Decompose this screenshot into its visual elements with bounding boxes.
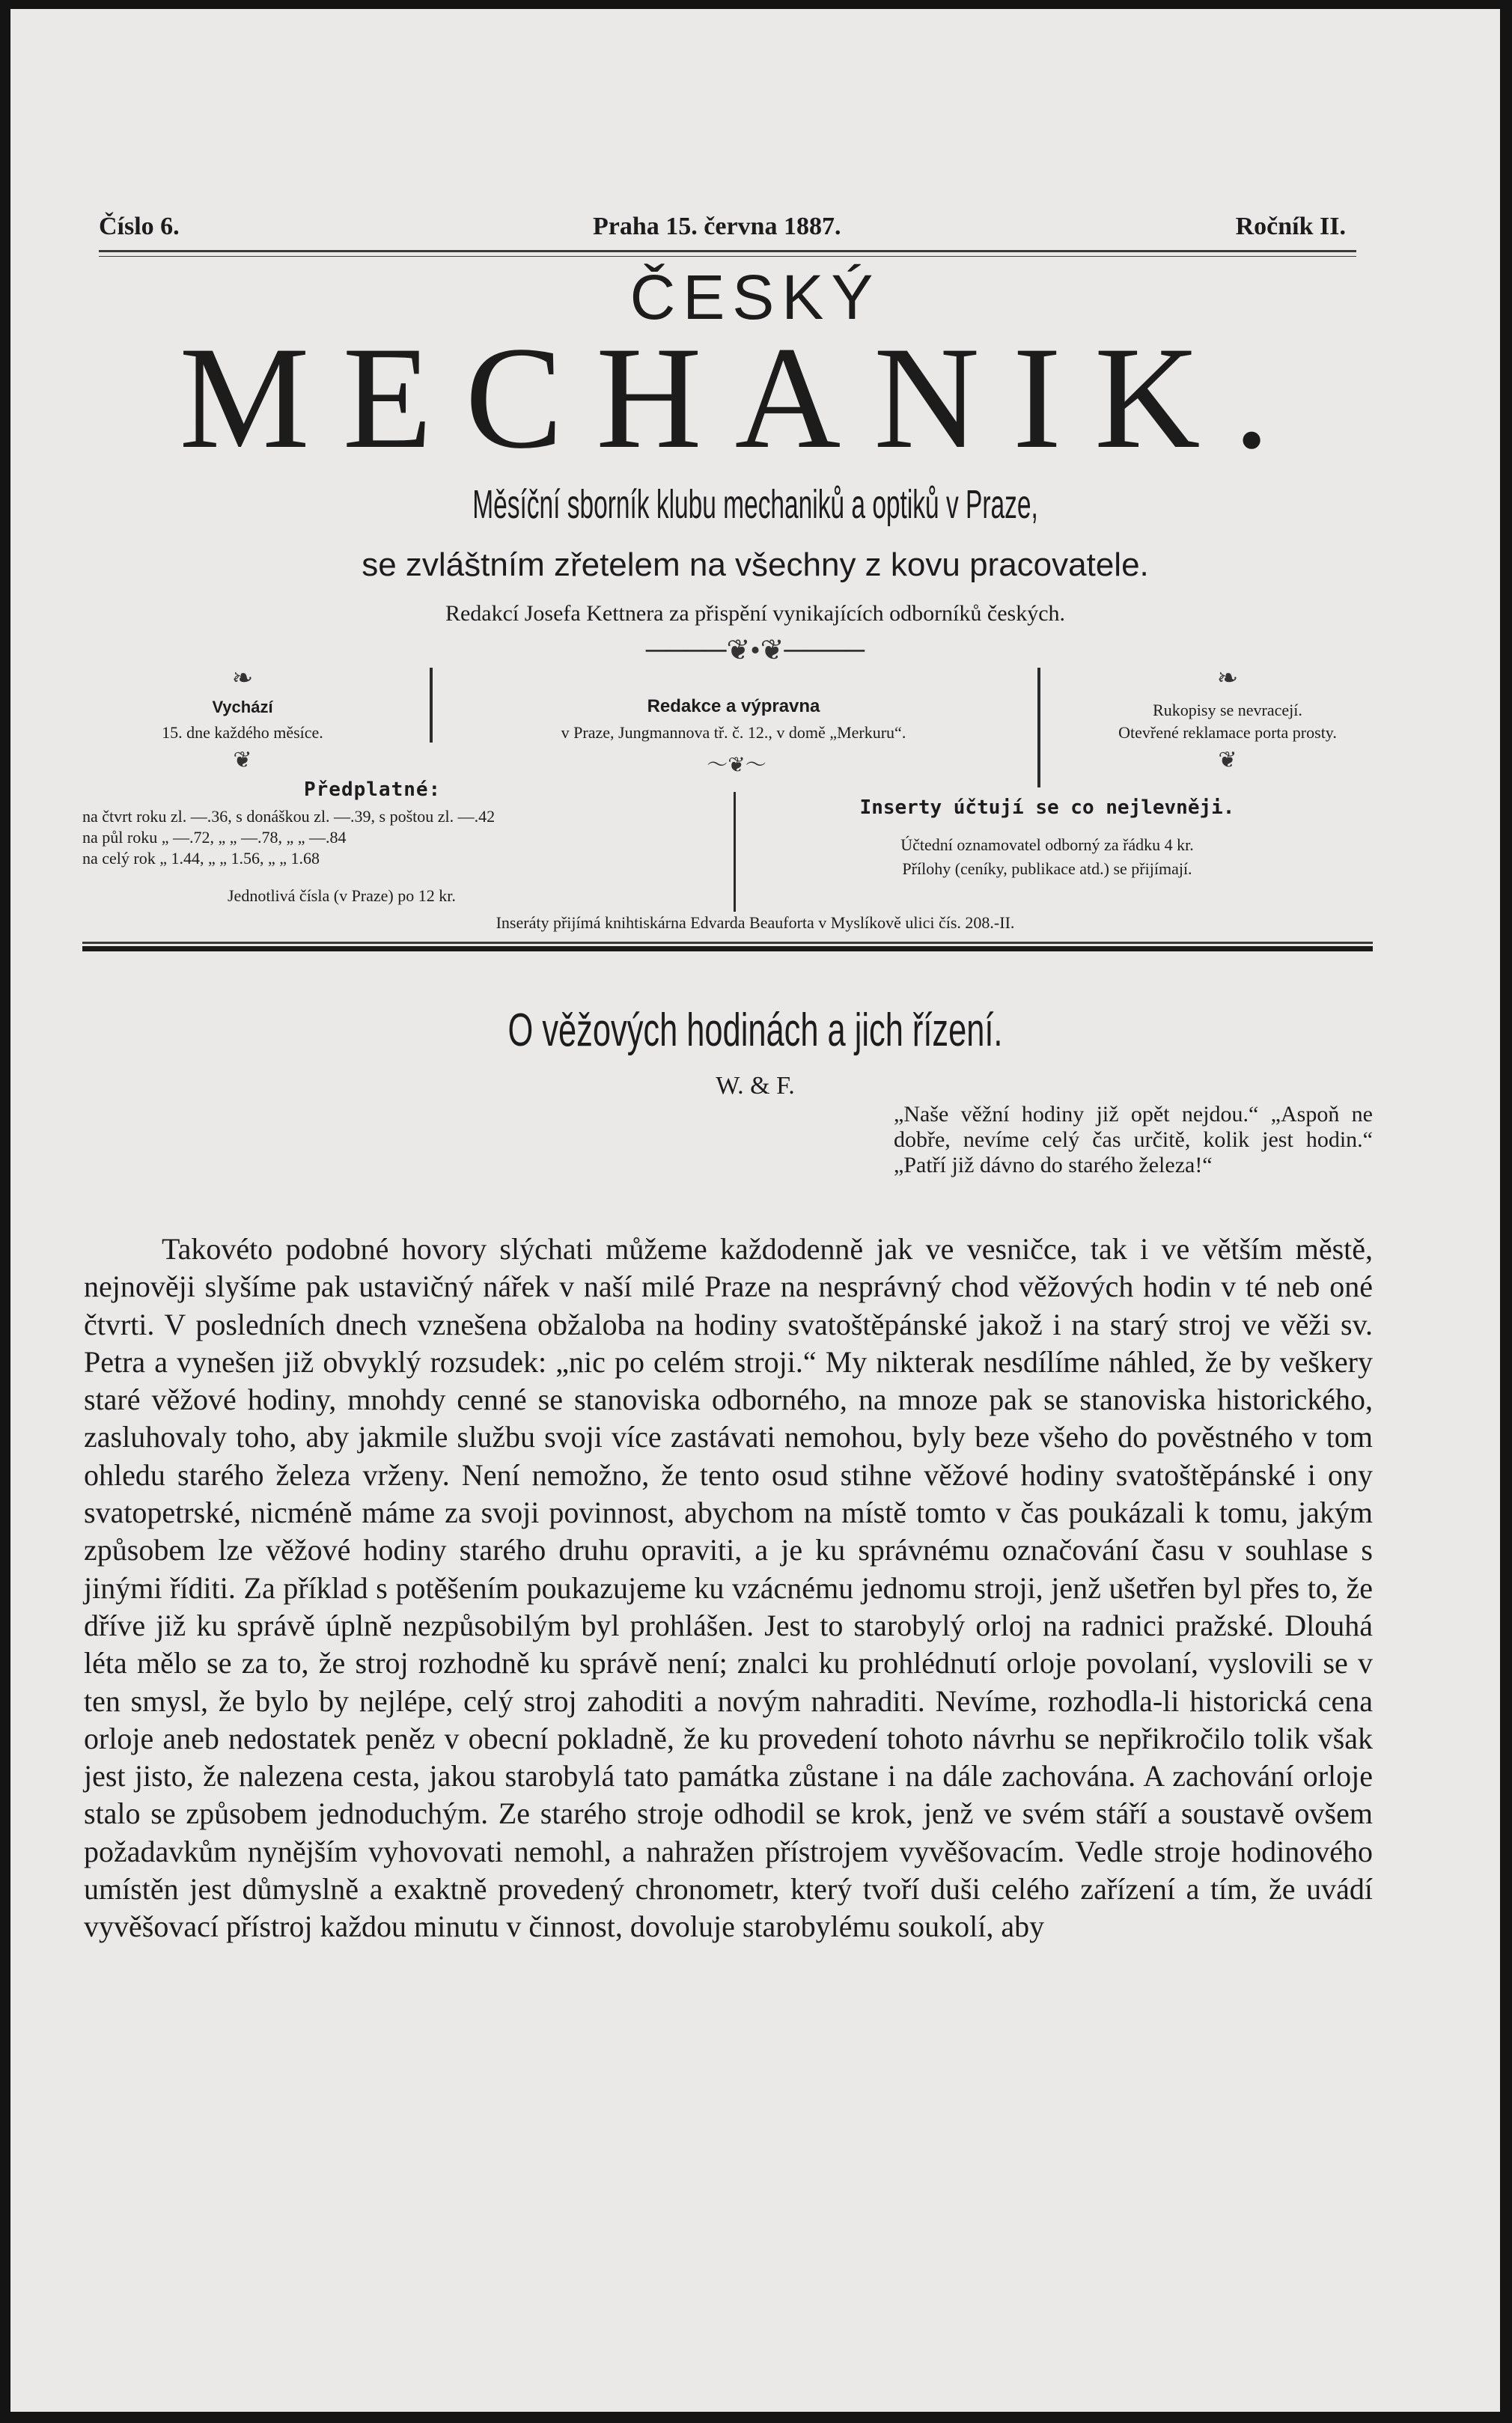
article-author: W. & F. — [716, 1072, 795, 1100]
publication-schedule: 15. dne každého měsíce. — [162, 723, 323, 742]
inserts-price: Účtední oznamovatel odborný za řádku 4 kr. — [900, 835, 1194, 854]
fleuron-icon-right: ❧ — [1216, 665, 1239, 692]
inserts-attachments: Přílohy (ceníky, publikace atd.) se přijímají. — [902, 859, 1192, 878]
printer-line: Inseráty přijímá knihtiskárna Edvarda Beauforta v Myslíkově ulici čís. 208.-II. — [496, 913, 1015, 932]
title-main: MECHANIK. — [179, 317, 1303, 479]
editor-line: Redakcí Josefa Kettnera za přispění vynikajících odborníků českých. — [445, 601, 1066, 626]
editorial-office-address: v Praze, Jungmannova tř. č. 12., v domě „Merkuru“. — [561, 723, 906, 742]
subscription-title: Předplatné: — [304, 778, 442, 801]
editorial-office-label: Redakce a výpravna — [647, 696, 820, 716]
manuscripts-notice: Rukopisy se nevracejí. — [1153, 701, 1302, 719]
column-divider-right — [1037, 668, 1040, 787]
inserts-title: Inserty účtují se co nejlevněji. — [859, 796, 1235, 819]
publication-label: Vychází — [212, 698, 273, 716]
subtitle-workers: se zvláštním zřetelem na všechny z kovu pracovatele. — [362, 546, 1149, 583]
fleuron-icon-bottom-left: ❦ — [233, 748, 252, 772]
issue-number: Číslo 6. — [99, 213, 180, 240]
article-paragraph: Takovéto podobné hovory slýchati můžeme každodenně jak ve vesničce, tak i ve větším městě, nejnověji slyšíme pak ustavičný nářek v naší milé Praze na nesprávný chod věžových hodin v té neb oné čtvrti. V posledních dnech vznešena obžaloba na hodiny svatoštěpánské jakož i na starý stroj ve věži sv. Petra a vynešen již obvyklý rozsudek: „nic po celém stroji.“ My nikterak nesdílíme náhled, že by veškery staré věžové hodiny, mnohdy cenné se stanoviska odborného, na mnoze pak se stanoviska historického, zasluhovaly toho, aby jakmile službu svoji více zastávati nemohou, byly beze všeho do pověstného v tom ohledu starého železa vrženy. Není nemožno, že tento osud stihne věžové hodiny svatoštěpánské i ony svatopetrské, nicméně máme za svoji povinnost, abychom na místě tomto v čas poukázali k tomu, jakým způsobem lze věžové hodiny starého druhu opraviti, a je ku správnému označování času v souhlase s jinými říditi. Za příklad s potěšením poukazujeme ku vzácnému jednomu stroji, jenž ušetřen byl přes to, že dříve již ku správě úplně nezpůsobilým byl prohlášen. Jest to starobylý orloj na radnici pražské. Dlouhá léta mělo se za to, že stroj rozhodně ku správě není; znalci ku prohlédnutí orloje povolaní, vyslovili se v ten smysl, že bylo by nejlépe, celý stroj zahoditi a novým nahraditi. Nevíme, rozhodla-li historická cena orloje aneb nedostatek peněz v obecní pokladně, že ku provedení tohoto návrhu se nepřikročilo tolik však jest jisto, že nalezena cesta, jakou starobylá tato památka zůstane i na dále zachována. A zachování orloje stalo se způsobem jednoduchým. Ze starého stroje odhodil se krok, jenž ve svém stáří a soustavě ovšem požadavkům nynějším vyhovovati nemohl, a nahražen přístrojem vyvěšovacím. Vedle stroje hodinového umístěn jest důmyslně a exaktně provedený chronometr, který tvoří duši celého zařízení a tím, že uvádí vyvěšovací přístroj každou minutu v činnost, dovoluje starobylému soukolí, aby — [84, 1232, 1373, 1944]
article-epigraph: „Naše věžní hodiny již opět nejdou.“ „Aspoň ne dobře, nevíme celý čas určitě, kolik jest hodin.“ „Patří již dávno do starého železa!“ — [894, 1102, 1373, 1177]
header-rule-thin — [99, 256, 1356, 257]
header-rule — [99, 250, 1356, 252]
subscription-divider — [734, 792, 736, 912]
volume-number: Ročník II. — [1235, 213, 1346, 240]
fleuron-icon: ❧ — [231, 665, 254, 692]
flourish-icon-center: 〜❦〜 — [707, 754, 766, 777]
issue-header — [99, 213, 1346, 250]
title-top: ČESKÝ — [630, 262, 881, 332]
masthead-rule-thin — [82, 942, 1373, 944]
reclamation-notice: Otevřené reklamace porta prosty. — [1118, 723, 1337, 742]
fleuron-icon-bottom-right: ❦ — [1218, 748, 1237, 772]
article-body — [84, 1231, 1373, 1946]
place-date: Praha 15. června 1887. — [593, 213, 841, 240]
subscription-row-year: na celý rok „ 1.44, „ „ 1.56, „ „ 1.68 — [82, 849, 320, 868]
masthead-rule-thick — [82, 946, 1373, 951]
single-issue-price: Jednotlivá čísla (v Praze) po 12 kr. — [228, 886, 456, 905]
article-title: O věžových hodinách a jich řízení. — [507, 1005, 1003, 1056]
subtitle-club: Měsíční sborník klubu mechaniků a optiků v Praze, — [472, 482, 1038, 527]
subscription-row-quarter: na čtvrt roku zl. —.36, s donáškou zl. —.39, s poštou zl. —.42 — [82, 807, 496, 826]
newspaper-page — [10, 9, 1500, 2412]
ornament-divider-icon: ────❦•❦──── — [645, 635, 865, 666]
subscription-row-half: na půl roku „ —.72, „ „ —.78, „ „ —.84 — [82, 828, 347, 847]
